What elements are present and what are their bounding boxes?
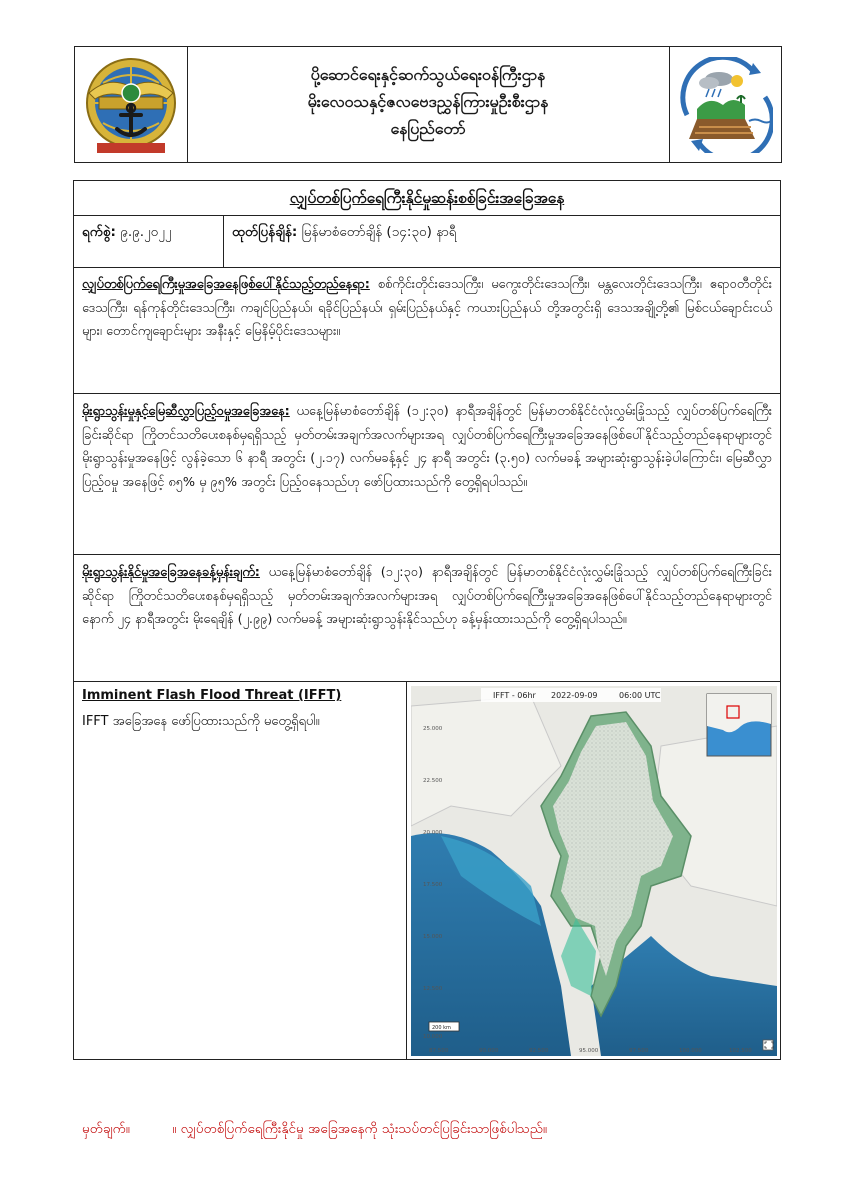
issue-time-label: ထုတ်ပြန်ချိန်: <box>232 224 298 240</box>
lon-label: 90.000 <box>479 1048 499 1054</box>
lon-label: 100.000 <box>679 1048 702 1054</box>
section-flood-location <box>74 267 780 394</box>
section-rainfall-soil <box>74 394 780 555</box>
ifft-text-cell <box>74 682 407 1059</box>
date-cell <box>74 215 224 267</box>
lat-label: 12.500 <box>423 986 443 992</box>
lat-label: 15.000 <box>423 934 443 940</box>
lon-label: 87.500 <box>429 1048 449 1054</box>
lon-label: 92.500 <box>529 1048 549 1054</box>
department-name: မိုးလေဝသနှင့်ဇလဗေဒညွှန်ကြားမှုဦးစီးဌာန <box>307 92 549 111</box>
date-label: ရက်စွဲ: <box>82 224 116 240</box>
lat-label: 20.000 <box>423 830 443 836</box>
section-body: စစ်ကိုင်းတိုင်းဒေသကြီး၊ မကွေးတိုင်းဒေသကြီး၊ မန္တလေးတိုင်းဒေသကြီး၊ ဧရာဝတီတိုင်းဒေသကြီး၊ ရန်ကုန်တိုင်းဒေသကြီး၊ ကချင်ပြည်နယ်၊ ရခိုင်ပြည်နယ်၊ ရှမ်းပြည်နယ်နှင့် ကယားပြည်နယ် တို့အတွင်းရှိ ဒေသအချို့တို့၏ မြစ်ငယ်ချောင်းငယ်များ၊ တောင်ကျချောင်းများ အနီးနှင့် မြေနိမ့်ပိုင်းဒေသများ။ <box>82 277 772 339</box>
map-header-label: IFFT - 06hr <box>493 691 536 700</box>
note-label: မှတ်ချက်။ <box>82 1121 130 1137</box>
date-row <box>74 215 780 268</box>
lat-label: 10.000 <box>423 1034 443 1040</box>
ifft-map <box>411 686 777 1056</box>
section-body: ယနေ့မြန်မာစံတော်ချိန် (၁၂:၃၀) နာရီအချိန်တွင် မြန်မာတစ်နိုင်ငံလုံးလွှမ်းခြုံသည့် လျှပ်တစ်ပြက်ရေကြီးခြင်းဆိုင်ရာ ကြိုတင်သတိပေးစနစ်မှရရှိသည့် မှတ်တမ်းအချက်အလက်များအရ လျှပ်တစ်ပြက်ရေကြီးမှုအခြေအနေဖြစ်ပေါ်နိုင်သည့်တည်နေရာများတွင် မိုးရွာသွန်းမှုအနေဖြင့် လွန်ခဲ့သော ၆ နာရီ အတွင်း (၂.၁၇) လက်မခန့်နှင့် ၂၄ နာရီ အတွင်း (၃.၅၀) လက်မခန့် အများဆုံးရွာသွန်းခဲ့ပါကြောင်း၊ မြေဆီလွှာပြည့်ဝမှု အနေဖြင့် ၈၅% မှ ၉၅% အတွင်း ပြည့်ဝနေသည်ဟု ဖော်ပြထားသည်ကို တွေ့ရှိရပါသည်။ <box>82 404 772 490</box>
ifft-description: IFFT အခြေအနေ ဖော်ပြထားသည်ကို မတွေ့ရှိရပါ။ <box>82 714 320 729</box>
map-header-time: 06:00 UTC <box>619 691 661 700</box>
section-body: ယနေ့မြန်မာစံတော်ချိန် (၁၂:၃၀) နာရီအချိန်တွင် မြန်မာတစ်နိုင်ငံလုံးလွှမ်းခြုံသည့် လျှပ်တစ်ပြက်ရေကြီးခြင်းဆိုင်ရာ ကြိုတင်သတိပေးစနစ်မှရရှိသည့် မှတ်တမ်းအချက်အလက်များအရ လျှပ်တစ်ပြက်ရေကြီးမှုအခြေအနေဖြစ်ပေါ်နိုင်သည့်တည်နေရာများတွင် နောက် ၂၄ နာရီအတွင်း မိုးရေချိန် (၂.၉၉) လက်မခန့် အများဆုံးရွာသွန်းနိုင်သည်ဟု ခန့်မှန်းထားသည်ကို တွေ့ရှိရပါသည်။ <box>82 565 772 627</box>
lat-label: 25.000 <box>423 726 443 732</box>
lon-label: 97.500 <box>629 1048 649 1054</box>
report-box <box>73 180 781 1060</box>
lat-label: 22.500 <box>423 778 443 784</box>
footer-note <box>82 1120 547 1140</box>
report-title: လျှပ်တစ်ပြက်ရေကြီးနိုင်မှုဆန်းစစ်ခြင်းအခြေအနေ <box>74 181 780 216</box>
document-header <box>74 46 782 163</box>
lon-label: 102.500 <box>729 1048 752 1054</box>
section-heading: မိုးရွာသွန်းမှုနှင့်မြေဆီလွှာပြည့်ဝမှုအခြေအနေ: <box>82 404 290 419</box>
fullscreen-icon[interactable] <box>763 1040 773 1050</box>
ifft-title: Imminent Flash Flood Threat (IFFT) <box>82 688 342 703</box>
issue-time-value: မြန်မာစံတော်ချိန် (၁၄:၃၀) နာရီ <box>301 224 457 240</box>
header-title-cell <box>187 47 670 162</box>
note-text: ။ လျှပ်တစ်ပြက်ရေကြီးနိုင်မှု အခြေအနေကို သုံးသပ်တင်ပြခြင်းသာဖြစ်ပါသည်။ <box>172 1121 548 1137</box>
scale-bar-label: 200 km <box>432 1025 451 1031</box>
ifft-row <box>74 682 780 1059</box>
ministry-name: ပို့ဆောင်ရေးနှင့်ဆက်သွယ်ရေးဝန်ကြီးဌာန <box>310 65 546 84</box>
lat-label: 17.500 <box>423 882 443 888</box>
right-logo-cell <box>669 47 781 162</box>
date-value: ၉.၉.၂၀၂၂ <box>120 224 172 240</box>
issue-time-cell <box>224 215 780 267</box>
lon-label: 95.000 <box>579 1048 599 1054</box>
left-logo-cell <box>75 47 188 162</box>
city-name: နေပြည်တော် <box>390 119 466 138</box>
ifft-map-cell <box>407 682 780 1059</box>
section-heading: မိုးရွာသွန်းနိုင်မှုအခြေအနေခန့်မှန်းချက်: <box>82 565 260 580</box>
hydrology-logo <box>679 57 773 153</box>
map-header-date: 2022-09-09 <box>551 691 598 700</box>
section-rainfall-forecast <box>74 555 780 682</box>
section-heading: လျှပ်တစ်ပြက်ရေကြီးမှုအခြေအနေဖြစ်ပေါ်နိုင်သည့်တည်နေရာ: <box>82 277 370 292</box>
ministry-emblem-logo <box>83 53 179 157</box>
